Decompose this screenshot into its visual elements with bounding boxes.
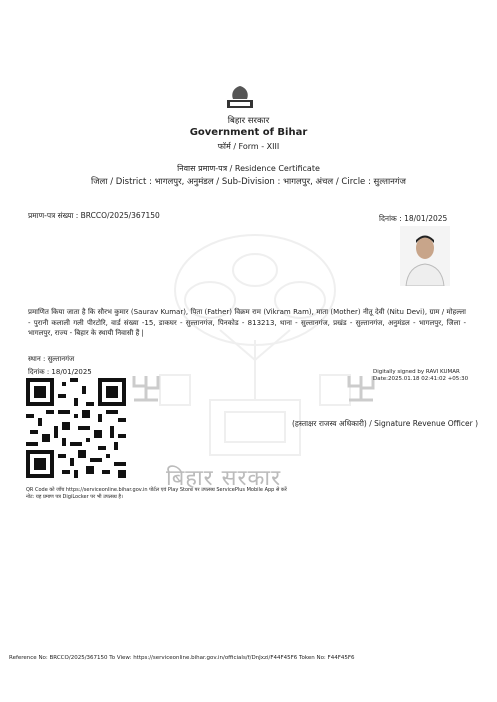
left-swastika-icon xyxy=(130,372,162,404)
watermark-text: बिहार सरकार xyxy=(166,466,282,491)
bihar-emblem-icon xyxy=(225,84,255,110)
jurisdiction-line: जिला / District : भागलपुर, अनुमंडल / Sub-Division : भागलपुर, अंचल / Circle : सुल्तानगंज xyxy=(91,177,406,187)
digital-signature-date: Date:2025.01.18 02:41:02 +05:30 xyxy=(373,376,469,382)
issue-date: दिनांक : 18/01/2025 xyxy=(379,214,448,223)
digital-signature-name: Digitally signed by RAVI KUMAR xyxy=(373,369,460,375)
certificate-number: प्रमाण-पत्र संख्या : BRCCO/2025/367150 xyxy=(28,211,160,220)
date-line: दिनांक : 18/01/2025 xyxy=(28,368,92,376)
reference-footer: Reference No: BRCCO/2025/367150 To View: https://serviceonline.bihar.gov.in/officials/f/DnJxzi/F44F45F6 Token No: F44F45F6 xyxy=(9,655,355,661)
signature-line: (हस्ताक्षर राजस्व अधिकारी) / Signature Revenue Officer ) xyxy=(292,419,479,428)
form-number: फॉर्म / Form - XIII xyxy=(217,142,280,151)
header-hindi-title: बिहार सरकार xyxy=(227,116,270,126)
place-line: स्थान : सुल्तानगंज xyxy=(28,355,75,363)
header-english-title: Government of Bihar xyxy=(189,127,308,138)
digilocker-note: नोट: यह प्रमाण पत्र DigiLocker पर भी उपलब्ध है। xyxy=(26,494,123,500)
qr-note: QR Code को जाँच https://serviceonline.bihar.gov.in पोर्टल एवं Play Store पर उपलब्ध ServicePlus Mobile App से करें xyxy=(26,487,287,493)
watermark-tree-emblem xyxy=(140,230,370,490)
certificate-title: निवास प्रमाण-पत्र / Residence Certificate xyxy=(177,164,320,173)
qr-code xyxy=(26,378,126,478)
certificate-body: प्रमाणित किया जाता है कि सौरभ कुमार (Saurav Kumar), पिता (Father) विक्रम राम (Vikram Ram), माता (Mother) नीतू देवी (Nitu Devi), ग्राम / मोहल्ला - पुरानी कलाली गली पीरटोरि, वार्ड संख्या -15, डाकघर - सुल्तानगंज, पिनकोड - 813213, थाना - सुल्तानगंज, प्रखंड - सुल्तानगंज, अनुमंडल - भागलपुर, जिला - भागलपुर, राज्य - बिहार के स्थायी निवासी हैं | xyxy=(28,308,466,337)
applicant-photo xyxy=(400,226,450,286)
